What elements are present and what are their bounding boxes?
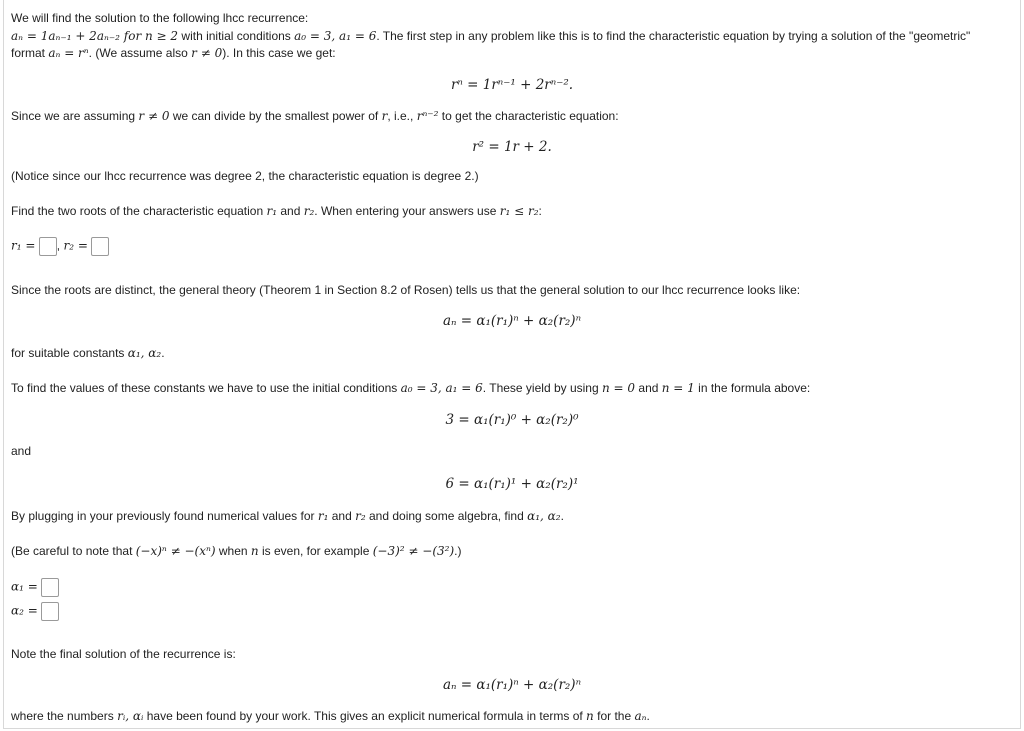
careful-pre: (Be careful to note that	[11, 544, 133, 558]
initial-conditions-math: a₀ = 3, a₁ = 6	[294, 29, 377, 43]
suitable-math: α₁, α₂	[127, 346, 162, 360]
divide-math-3: rⁿ⁻²	[416, 109, 439, 123]
alpha1-answer-row	[11, 578, 59, 597]
careful-post: .)	[454, 544, 462, 558]
equation-n1: 6 = α₁(r₁)¹ + α₂(r₂)¹	[445, 476, 579, 492]
format-label: format	[11, 46, 46, 60]
plugging-pre: By plugging in your previously found numerical values for	[11, 509, 315, 523]
recurrence-math: aₙ = 1aₙ₋₁ + 2aₙ₋₂ for n ≥ 2	[11, 29, 179, 43]
to-find-post: in the formula above:	[698, 381, 811, 395]
find-roots-pre: Find the two roots of the characteristic equation	[11, 204, 264, 218]
find-roots-r1: r₁	[266, 204, 278, 218]
equation-geometric: rⁿ = 1rⁿ⁻¹ + 2rⁿ⁻².	[450, 77, 574, 93]
r1-answer-input[interactable]	[39, 237, 57, 256]
alpha2-answer-input[interactable]	[41, 602, 59, 621]
where-mid-2: for the	[597, 709, 632, 723]
plugging-r1: r₁	[317, 509, 329, 523]
careful-mid-2: is even, for example	[261, 544, 370, 558]
divide-post: to get the characteristic equation:	[441, 109, 619, 123]
where-mid: have been found by your work. This gives an explicit numerical formula in terms of	[146, 709, 583, 723]
plugging-line	[11, 509, 564, 524]
where-an: aₙ	[634, 709, 647, 723]
to-find-mid: . These yield by using	[482, 381, 599, 395]
where-math-1: rᵢ, αᵢ	[117, 709, 144, 723]
to-find-and: and	[638, 381, 659, 395]
divide-mid-2: , i.e.,	[387, 109, 414, 123]
assume-math: r ≠ 0	[191, 46, 223, 60]
to-find-ic-math: a₀ = 3, a₁ = 6	[400, 381, 483, 395]
alpha1-answer-input[interactable]	[41, 578, 59, 597]
r2-answer-input[interactable]	[91, 237, 109, 256]
intro-rest: . The first step in any problem like this is to find the characteristic equation by trying a solution of the "geometric"	[376, 29, 971, 43]
r2-label: r₂ =	[63, 238, 88, 253]
find-roots-and: and	[280, 204, 301, 218]
alpha2-answer-row	[11, 602, 59, 621]
where-n: n	[586, 709, 594, 723]
find-roots-line	[11, 204, 542, 219]
intro-line-2	[11, 29, 970, 44]
general-solution-equation: aₙ = α₁(r₁)ⁿ + α₂(r₂)ⁿ	[442, 313, 582, 329]
plugging-and: and	[331, 509, 352, 523]
intro-line-1: We will find the solution to the following lhcc recurrence:	[11, 11, 309, 25]
careful-mid: when	[218, 544, 248, 558]
to-find-pre: To find the values of these constants we have to use the initial conditions	[11, 381, 398, 395]
suitable-post: .	[161, 346, 165, 360]
to-find-line	[11, 381, 810, 396]
divide-mid: we can divide by the smallest power of	[172, 109, 379, 123]
divide-line	[11, 109, 619, 124]
to-find-n1: n = 1	[661, 381, 695, 395]
divide-math-2: r	[381, 109, 388, 123]
format-math: aₙ = rⁿ	[48, 46, 89, 60]
roots-answer-row	[11, 237, 109, 256]
suitable-constants-line	[11, 346, 165, 361]
intro-line-3	[11, 46, 336, 61]
roots-separator: ,	[56, 238, 61, 253]
alpha1-label: α₁ =	[11, 579, 38, 594]
characteristic-equation: r² = 1r + 2.	[472, 139, 552, 155]
find-roots-post: :	[538, 204, 542, 218]
equation-n0: 3 = α₁(r₁)⁰ + α₂(r₂)⁰	[445, 412, 579, 428]
plugging-mid: and doing some algebra, find	[369, 509, 524, 523]
assume-post: ). In this case we get:	[222, 46, 336, 60]
suitable-pre: for suitable constants	[11, 346, 125, 360]
where-line	[11, 709, 650, 724]
careful-n: n	[250, 544, 259, 558]
intro-with-ic: with initial conditions	[181, 29, 291, 43]
careful-math-1: (−x)ⁿ ≠ −(xⁿ)	[135, 544, 216, 558]
plugging-post: .	[560, 509, 564, 523]
notice-line: (Notice since our lhcc recurrence was degree 2, the characteristic equation is degree 2.)	[11, 169, 479, 183]
divide-pre: Since we are assuming	[11, 109, 136, 123]
general-theory-line: Since the roots are distinct, the general theory (Theorem 1 in Section 8.2 of Rosen) tells us that the general solution to our lhcc recurrence looks like:	[11, 283, 801, 297]
divide-math-1: r ≠ 0	[138, 109, 170, 123]
assume-pre: . (We assume also	[88, 46, 188, 60]
to-find-n0: n = 0	[602, 381, 636, 395]
find-roots-mid: . When entering your answers use	[314, 204, 497, 218]
note-line: Note the final solution of the recurrence is:	[11, 647, 236, 661]
plugging-alphas: α₁, α₂	[527, 509, 561, 523]
where-pre: where the numbers	[11, 709, 114, 723]
where-post: .	[646, 709, 650, 723]
find-roots-order: r₁ ≤ r₂	[499, 204, 539, 218]
r1-label: r₁ =	[11, 238, 36, 253]
and-word: and	[11, 444, 32, 458]
careful-line	[11, 544, 461, 559]
careful-example: (−3)² ≠ −(3²)	[372, 544, 455, 558]
alpha2-label: α₂ =	[11, 603, 38, 618]
find-roots-r2: r₂	[303, 204, 315, 218]
plugging-r2: r₂	[355, 509, 366, 523]
final-solution-equation: aₙ = α₁(r₁)ⁿ + α₂(r₂)ⁿ	[442, 677, 582, 693]
